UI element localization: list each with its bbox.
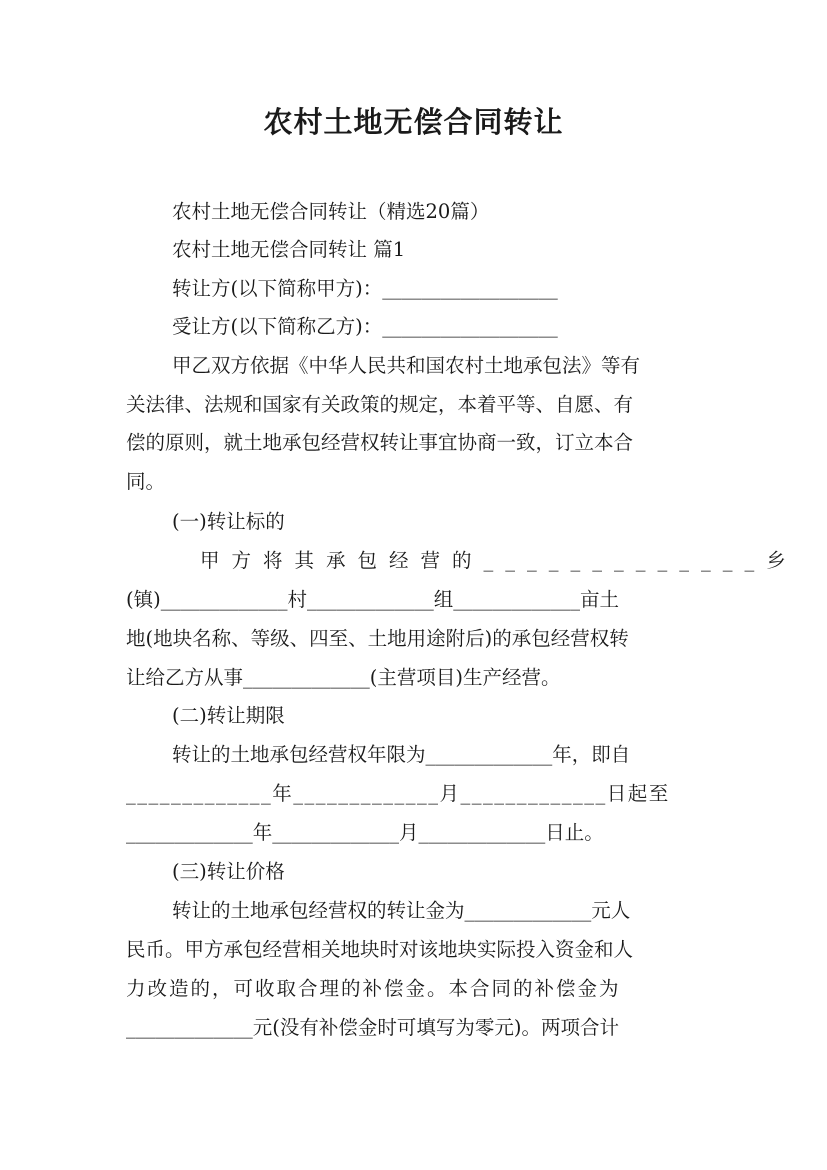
paragraph-line: 地(地块名称、等级、四至、土地用途附后)的承包经营权转: [126, 627, 629, 650]
paragraph-line: (镇)_____________村_____________组_____________亩土: [126, 588, 619, 611]
paragraph-text: 关法律、法规和国家有关政策的规定，本着平等、自愿、有: [126, 393, 634, 416]
paragraph-line: 力改造的，可收取合理的补偿金。本合同的补偿金为: [126, 977, 621, 1000]
paragraph-line: _____________年_____________月_____________日止。: [126, 821, 604, 844]
document-title: 农村土地无偿合同转让: [263, 105, 564, 139]
subtitle-line: 农村土地无偿合同转让（精选20篇）: [172, 200, 490, 223]
transferor-field: 转让方(以下简称甲方)：__________________: [172, 277, 558, 300]
paragraph-line: [126, 424, 701, 462]
paragraph-line: 同。: [126, 470, 166, 493]
paragraph-line: 让给乙方从事_____________(主营项目)生产经营。: [126, 666, 561, 689]
clause-heading: (一)转让标的: [172, 510, 285, 533]
paragraph-line: [172, 347, 701, 385]
paragraph-line: _____________元(没有补偿金时可填写为零元)。两项合计: [126, 1016, 619, 1039]
paragraph-line: 民币。甲方承包经营相关地块时对该地块实际投入资金和人: [126, 938, 634, 961]
paragraph-text: 偿的原则，就土地承包经营权转让事宜协商一致，订立本合: [126, 431, 634, 454]
clause-heading: (二)转让期限: [172, 704, 285, 727]
paragraph-line: 转让的土地承包经营权年限为_____________年，即自: [172, 743, 631, 766]
paragraph-text: 甲乙双方依据《中华人民共和国农村土地承包法》等有: [172, 354, 641, 377]
paragraph-line: [126, 386, 701, 424]
paragraph-line: 转让的土地承包经营权的转让金为_____________元人: [172, 899, 631, 922]
section-heading: 农村土地无偿合同转让 篇1: [172, 238, 406, 261]
paragraph-line: _____________年_____________月_____________日起至: [126, 782, 670, 805]
paragraph-line: 甲方将其承包经营的_____________乡: [200, 549, 798, 572]
transferee-field: 受让方(以下简称乙方)：__________________: [172, 315, 558, 338]
clause-heading: (三)转让价格: [172, 860, 285, 883]
